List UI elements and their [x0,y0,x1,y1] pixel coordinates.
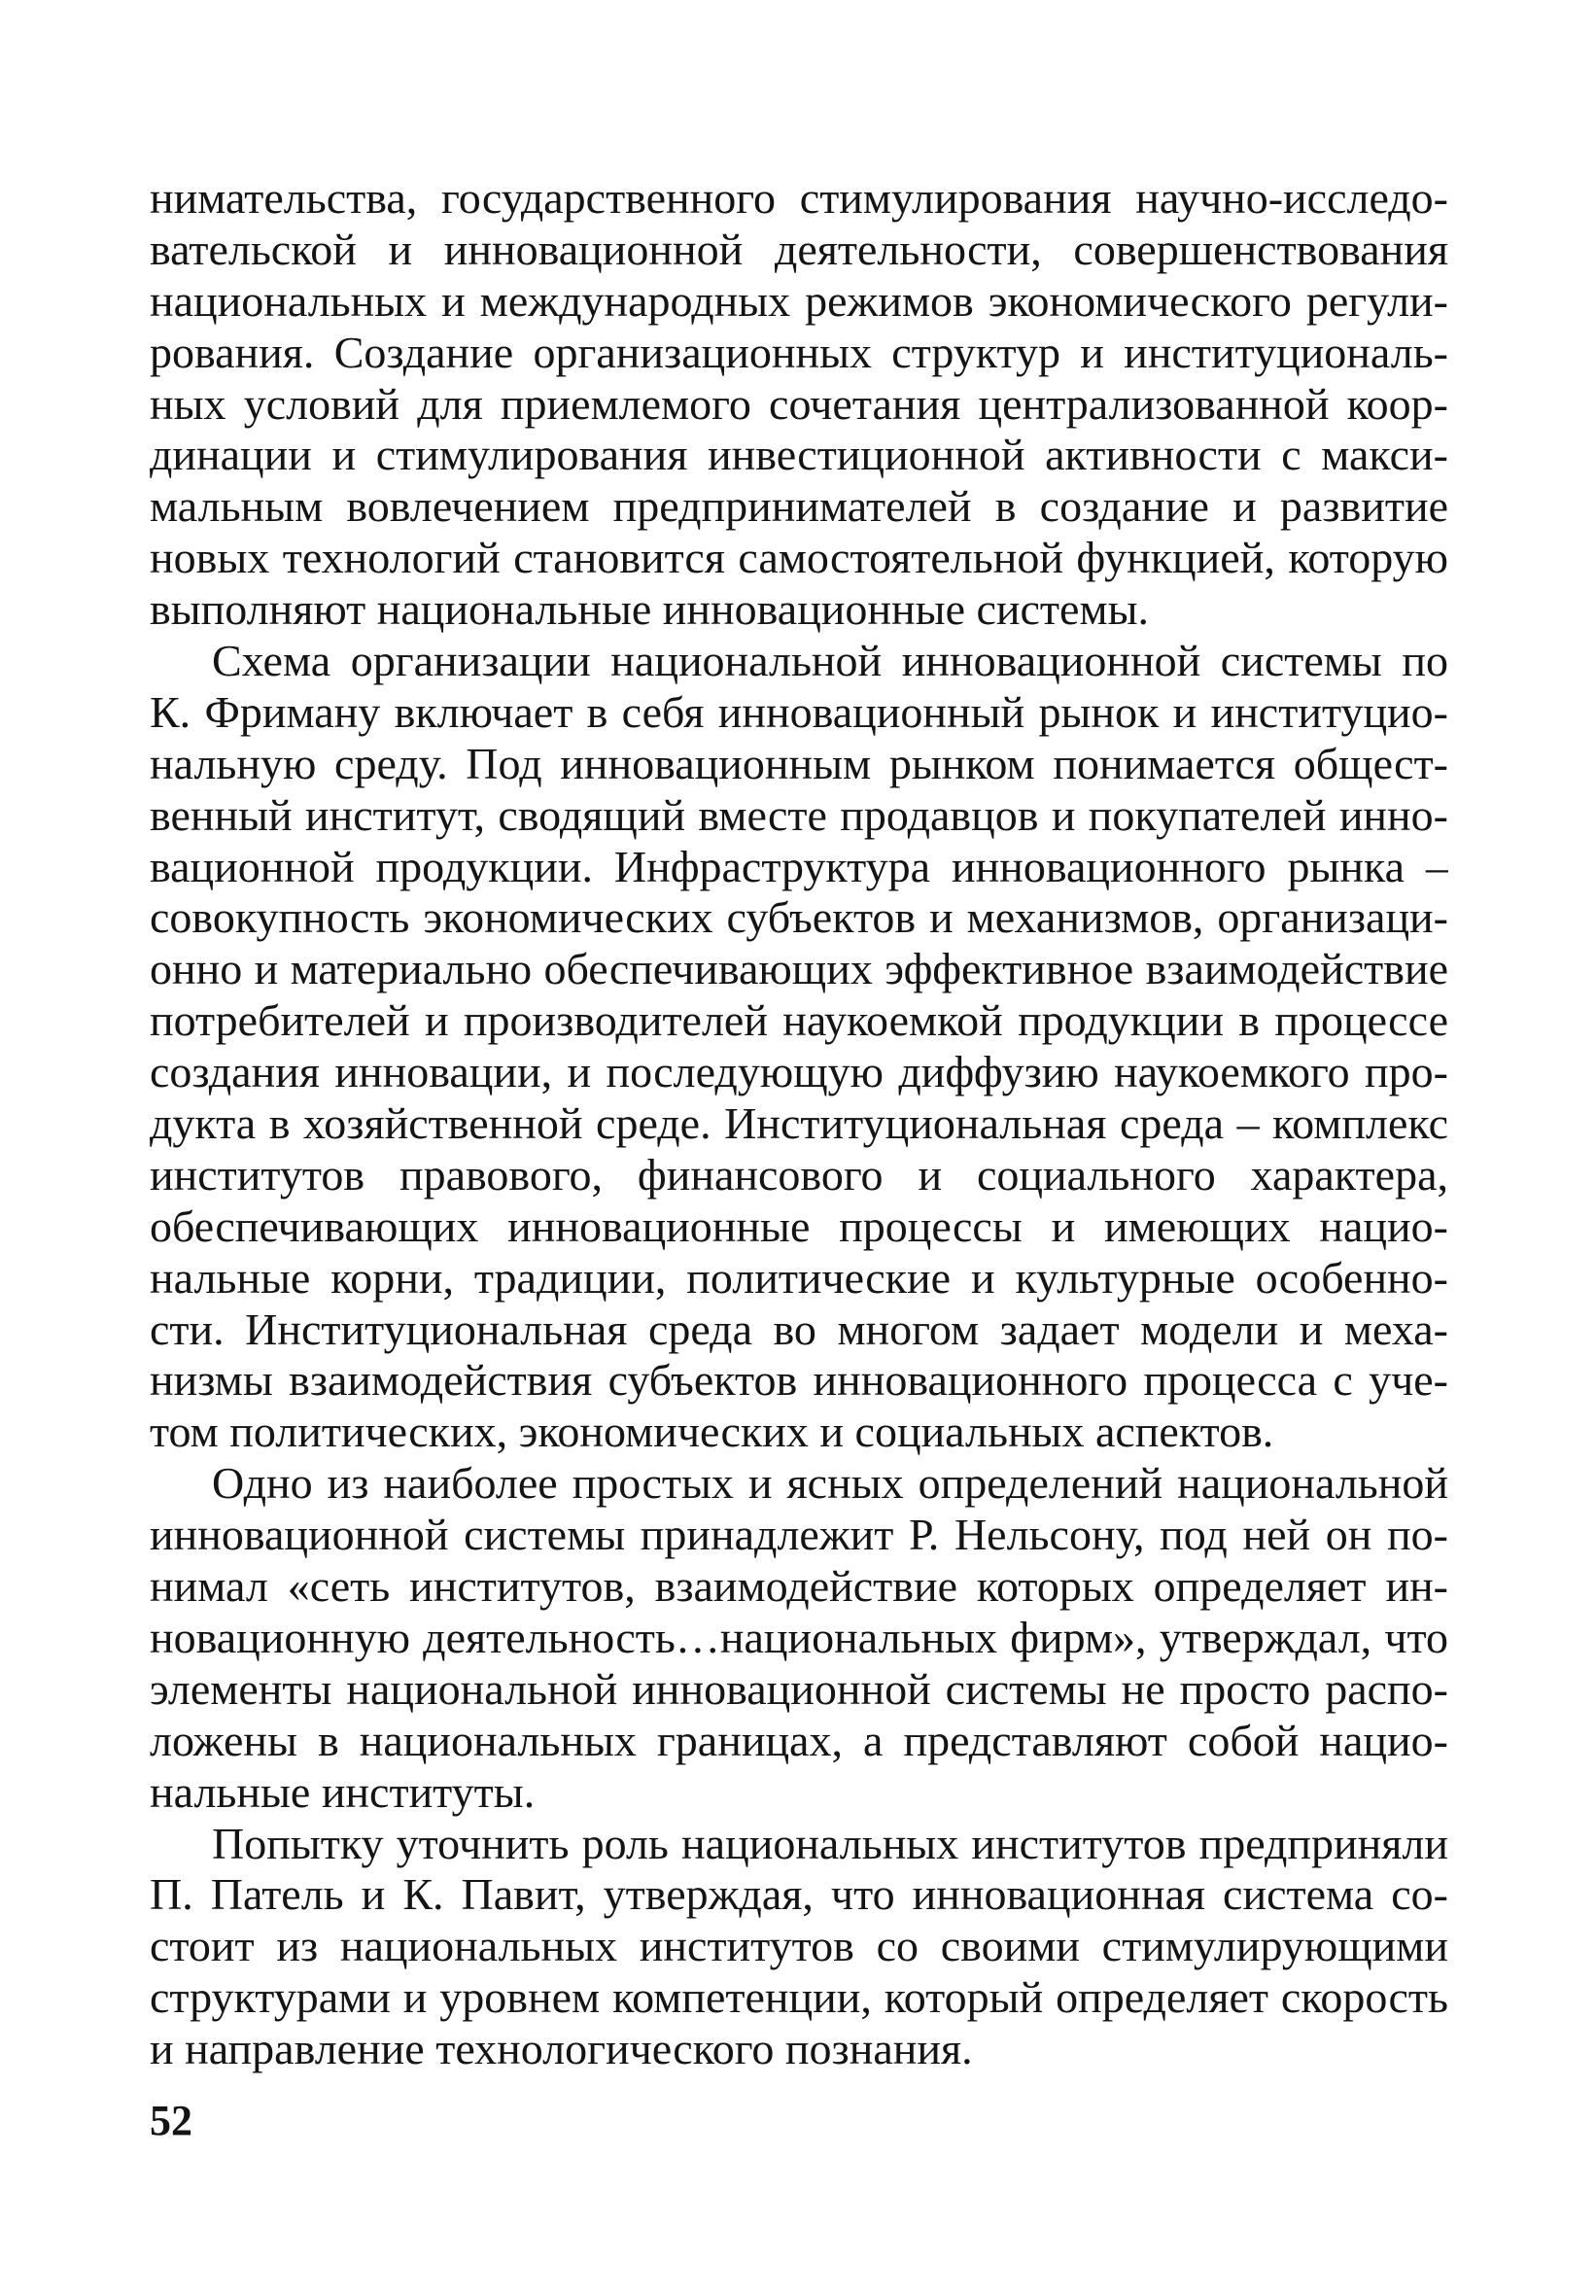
text-line: том политических, экономических и социальных аспектов. [150,1407,1274,1457]
text-line: дукта в хозяйственной среде. Институциональная среда – комплекс [150,1098,1448,1149]
paragraph [150,1458,1448,1818]
text-line: и направление технологического познания. [150,2024,973,2074]
text-line: онно и материально обеспечивающих эффективное взаимодействие [150,944,1448,994]
text-line: низмы взаимодействия субъектов инновационного процесса с уче- [150,1355,1448,1406]
text-line: сти. Институциональная среда во многом задает модели и меха- [150,1304,1448,1354]
text-line: нальные институты. [150,1766,536,1817]
text-line: Одно из наиболее простых и ясных определений национальной [212,1458,1448,1509]
text-line: инновационной системы принадлежит Р. Нельсону, под ней он по- [150,1510,1448,1560]
text-line: стоит из национальных институтов со своими стимулирующими [150,1921,1448,1971]
text-line: К. Фриману включает в себя инновационный рынок и институцио- [150,686,1448,737]
paragraph [150,1819,1448,2075]
text-line: новационную деятельность…национальных фирм», утверждал, что [150,1612,1448,1662]
text-line: вательской и инновационной деятельности, совершенствования [150,224,1448,274]
text-line: динации и стимулирования инвестиционной активности с макси- [150,430,1448,480]
page-number: 52 [150,2097,192,2144]
text-line: институтов правового, финансового и социального характера, [150,1149,1448,1200]
text-line: рования. Создание организационных структур и институциональ- [150,327,1448,377]
text-line: нимательства, государственного стимулирования научно-исследо- [150,173,1448,223]
text-line: ных условий для приемлемого сочетания централизованной коор- [150,378,1448,429]
text-line: национальных и международных режимов экономического регули- [150,275,1448,326]
text-line: Попытку уточнить роль национальных институтов предприняли [212,1818,1448,1868]
text-line: венный институт, сводящий вместе продавцов и покупателей инно- [150,789,1448,840]
paragraph [150,173,1448,636]
text-line: нальную среду. Под инновационным рынком понимается общест- [150,738,1448,788]
paragraph [150,636,1448,1458]
body-text [150,173,1448,2075]
text-line: П. Патель и К. Павит, утверждая, что инновационная система со- [150,1869,1448,1920]
text-line: потребителей и производителей наукоемкой продукции в процессе [150,995,1448,1046]
text-line: структурами и уровнем компетенции, который определяет скорость [150,1972,1448,2023]
text-line: совокупность экономических субъектов и механизмов, организаци- [150,892,1448,943]
text-line: новых технологий становится самостоятельной функцией, которую [150,533,1448,583]
text-line: нальные корни, традиции, политические и культурные особенно- [150,1252,1448,1303]
text-line: Схема организации национальной инновационной системы по [212,636,1448,686]
text-line: вационной продукции. Инфраструктура инновационного рынка – [150,841,1448,891]
text-line: создания инновации, и последующую диффузию наукоемкого про- [150,1047,1448,1097]
text-line: обеспечивающих инновационные процессы и имеющих нацио- [150,1200,1448,1251]
text-line: выполняют национальные инновационные системы. [150,584,1149,635]
text-line: элементы национальной инновационной системы не просто распо- [150,1663,1448,1714]
text-line: мальным вовлечением предпринимателей в создание и развитие [150,481,1448,532]
text-line: нимал «сеть институтов, взаимодействие которых определяет ин- [150,1561,1448,1612]
text-line: ложены в национальных границах, а представляют собой нацио- [150,1715,1448,1765]
